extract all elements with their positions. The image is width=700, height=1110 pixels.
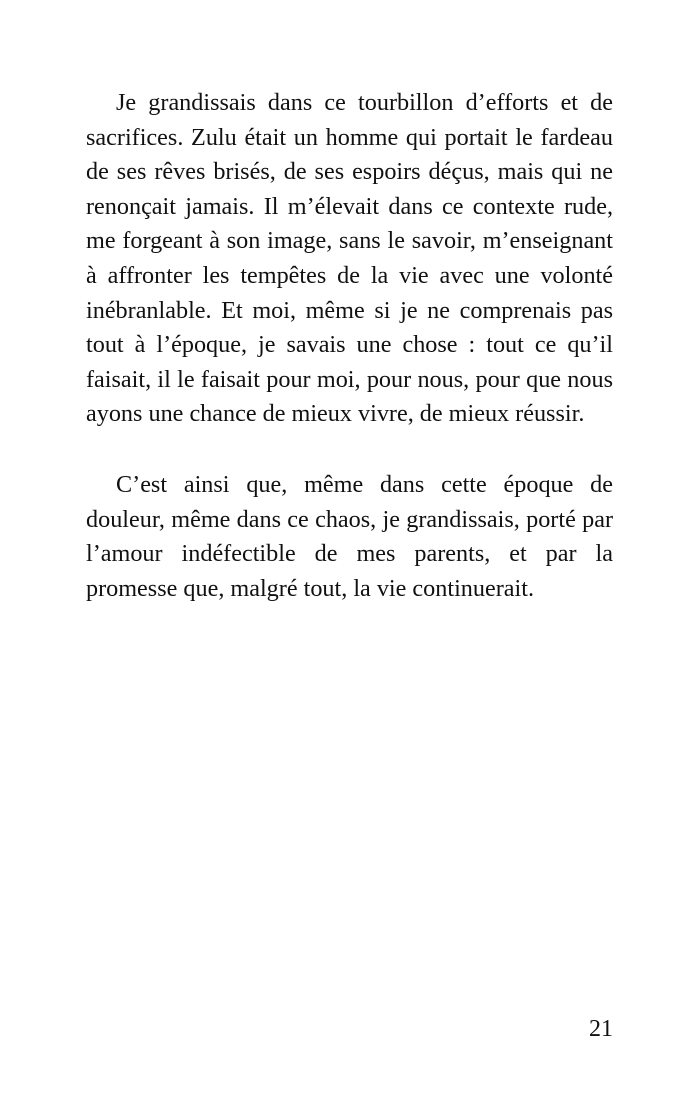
page-number: 21: [589, 1016, 613, 1042]
body-text: [86, 86, 613, 606]
paragraph-1: Je grandissais dans ce tourbillon d’efforts et de sacrifices. Zulu était un homme qui portait le fardeau de ses rêves brisés, de ses espoirs déçus, mais qui ne renonçait jamais. Il m’élevait dans ce contexte rude, me forgeant à son image, sans le savoir, m’enseignant à affronter les tempêtes de la vie avec une volonté inébranlable. Et moi, même si je ne comprenais pas tout à l’époque, je savais une chose : tout ce qu’il faisait, il le faisait pour moi, pour nous, pour que nous ayons une chance de mieux vivre, de mieux réussir.: [86, 89, 613, 428]
paragraph-2: C’est ainsi que, même dans cette époque de douleur, même dans ce chaos, je grandissais, porté par l’amour indéfectible de mes parents, et par la promesse que, malgré tout, la vie continuerait.: [86, 470, 613, 602]
